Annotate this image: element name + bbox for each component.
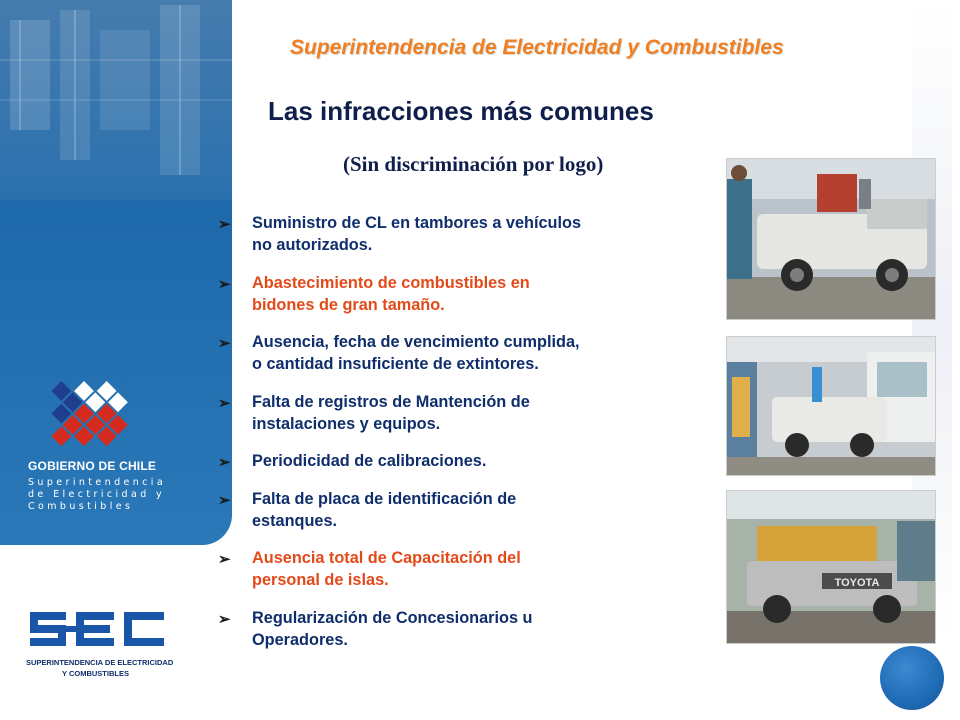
infraction-text-line: Falta de registros de Mantención de (252, 392, 530, 411)
infraction-item (212, 212, 707, 256)
sec-caption-line: Y COMBUSTIBLES (62, 669, 129, 678)
infraction-text-line: Falta de placa de identificación de (252, 489, 517, 508)
infraction-item (212, 450, 707, 472)
infraction-text-line: no autorizados. (252, 236, 373, 254)
arrow-right-icon: ➢ (218, 491, 231, 509)
photo-gas-station (726, 336, 936, 476)
arrow-right-icon: ➢ (218, 610, 231, 628)
infraction-text-line: Operadores. (252, 630, 348, 649)
page-title: Las infracciones más comunes (268, 96, 654, 126)
infraction-item (212, 488, 707, 532)
sec-caption-line: SUPERINTENDENCIA DE ELECTRICIDAD (26, 658, 174, 667)
decorative-blue-circle (880, 646, 944, 710)
infraction-text-line: Suministro de CL en tambores a vehículos (252, 214, 582, 232)
infraction-text-line: bidones de gran tamaño. (252, 295, 445, 314)
infraction-item (212, 607, 707, 651)
photo-truck-drums (726, 158, 936, 320)
gobierno-title: GOBIERNO DE CHILE (28, 459, 157, 473)
infraction-text-line: personal de islas. (252, 571, 389, 589)
toyota-label: TOYOTA (834, 577, 880, 589)
arrow-right-icon: ➢ (218, 275, 231, 293)
infraction-item (212, 272, 707, 316)
infractions-list (212, 212, 707, 666)
infraction-item (212, 331, 707, 375)
infraction-text-line: Regularización de Concesionarios u (252, 608, 533, 627)
arrow-right-icon: ➢ (218, 394, 231, 412)
infraction-text-line: estanques. (252, 511, 338, 530)
arrow-right-icon: ➢ (218, 551, 231, 568)
gobierno-logo-icon (34, 365, 134, 465)
sec-logo-icon (28, 604, 168, 654)
infraction-item (212, 391, 707, 435)
arrow-right-icon: ➢ (218, 335, 231, 352)
infraction-item (212, 547, 707, 591)
infraction-text-line: instalaciones y equipos. (252, 414, 441, 433)
infraction-text-line: o cantidad insuficiente de extintores. (252, 355, 539, 373)
page-subtitle: (Sin discriminación por logo) (343, 152, 604, 176)
infraction-text-line: Ausencia, fecha de vencimiento cumplida, (252, 333, 580, 351)
infraction-text-line: Periodicidad de calibraciones. (252, 452, 487, 470)
gobierno-subtitle-line: de Electricidad y (28, 489, 166, 500)
infraction-text-line: Abastecimiento de combustibles en (252, 273, 530, 292)
gobierno-subtitle-line: Combustibles (28, 501, 134, 512)
sidebar-building-photo (0, 0, 232, 200)
organization-title: Superintendencia de Electricidad y Combustibles (290, 36, 784, 59)
photo-toyota-pickup (726, 490, 936, 644)
arrow-right-icon: ➢ (218, 216, 231, 233)
sidebar (0, 0, 232, 720)
gobierno-subtitle-line: Superintendencia (28, 477, 167, 488)
sidebar-blue-panel (0, 0, 232, 545)
arrow-right-icon: ➢ (218, 454, 231, 471)
infraction-text-line: Ausencia total de Capacitación del (252, 549, 521, 567)
